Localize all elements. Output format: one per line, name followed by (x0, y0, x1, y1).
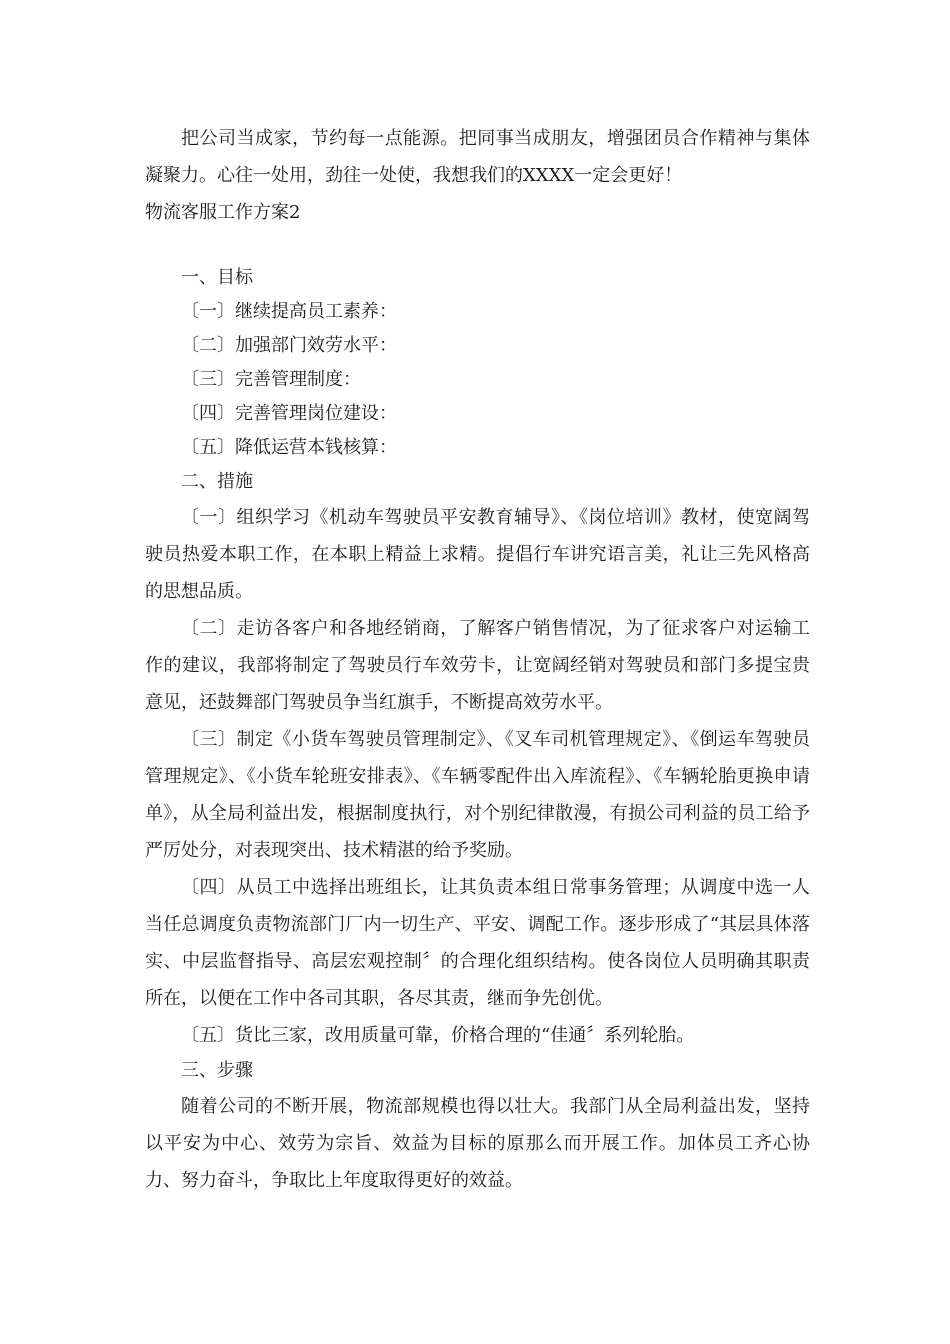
measure-paragraph-4: 〔四〕从员工中选择出班组长，让其负责本组日常事务管理；从调度中选一人当任总调度负责物流部门厂内一切生产、平安、调配工作。逐步形成了“其层具体落实、中层监督指导、高层宏观控制〞的合理化组织结构。使各岗位人员明确其职责所在，以便在工作中各司其职，各尽其责，继而争先创优。 (145, 877, 810, 1009)
goal-item-5: 〔五〕降低运营本钱核算： (181, 437, 397, 458)
goal-item-2: 〔二〕加强部门效劳水平： (181, 335, 397, 356)
document-title: 物流客服工作方案2 (145, 202, 301, 223)
goal-item-4: 〔四〕完善管理岗位建设： (181, 403, 397, 424)
goal-item-1: 〔一〕继续提高员工素养： (181, 301, 397, 322)
steps-heading: 三、步骤 (181, 1060, 253, 1081)
intro-paragraph: 把公司当成家，节约每一点能源。把同事当成朋友，增强团员合作精神与集体凝聚力。心往一处用，劲往一处使，我想我们的XXXX一定会更好！ (145, 128, 810, 186)
measure-paragraph-5: 〔五〕货比三家，改用质量可靠，价格合理的“佳通〞系列轮胎。 (181, 1025, 695, 1046)
steps-paragraph: 随着公司的不断开展，物流部规模也得以壮大。我部门从全局利益出发，坚持以平安为中心、效劳为宗旨、效益为目标的原那么而开展工作。加体员工齐心协力、努力奋斗，争取比上年度取得更好的效益。 (145, 1096, 810, 1191)
measure-paragraph-1: 〔一〕组织学习《机动车驾驶员平安教育辅导》、《岗位培训》教材，使宽阔驾驶员热爱本职工作，在本职上精益上求精。提倡行车讲究语言美，礼让三先风格高的思想品质。 (145, 507, 810, 602)
goal-item-3: 〔三〕完善管理制度： (181, 369, 361, 390)
measure-paragraph-3: 〔三〕制定《小货车驾驶员管理制定》、《叉车司机管理规定》、《倒运车驾驶员管理规定》、《小货车轮班安排表》、《车辆零配件出入库流程》、《车辆轮胎更换申请单》，从全局利益出发，根据制度执行，对个别纪律散漫，有损公司利益的员工给予严厉处分，对表现突出、技术精湛的给予奖励。 (145, 729, 810, 861)
goals-heading: 一、目标 (181, 267, 253, 288)
document-body (145, 120, 810, 1199)
measures-heading: 二、措施 (181, 471, 253, 492)
measure-paragraph-2: 〔二〕走访各客户和各地经销商，了解客户销售情况，为了征求客户对运输工作的建议，我部将制定了驾驶员行车效劳卡，让宽阔经销对驾驶员和部门多提宝贵意见，还鼓舞部门驾驶员争当红旗手，不断提高效劳水平。 (145, 618, 810, 713)
